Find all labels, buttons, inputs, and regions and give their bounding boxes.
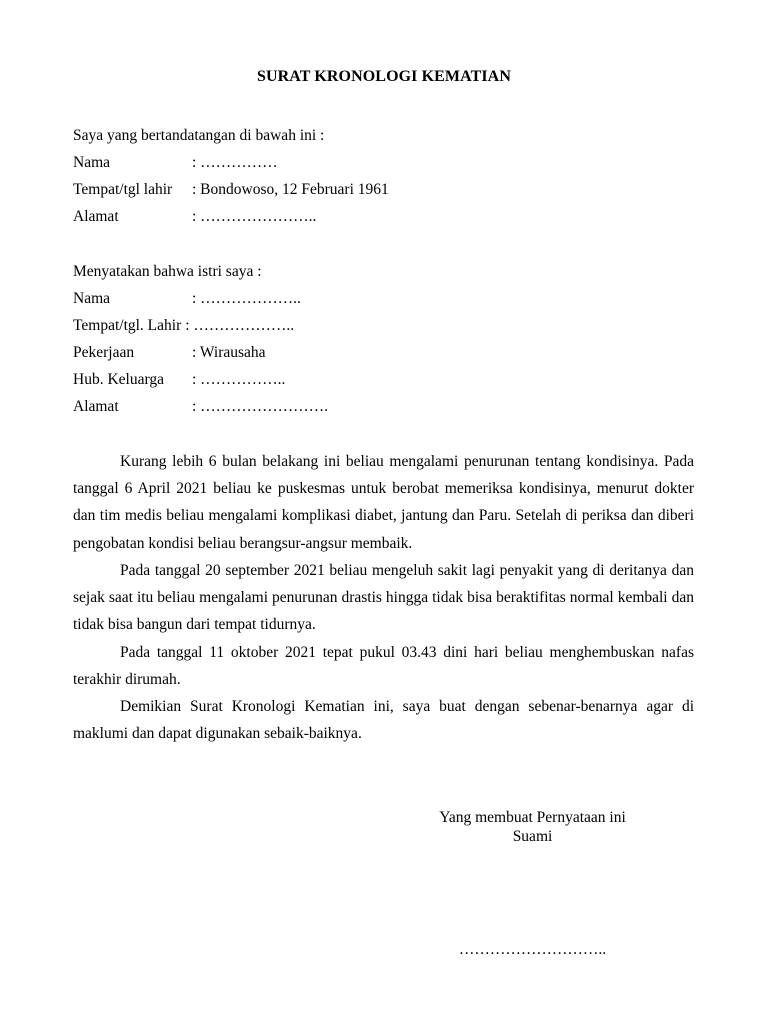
signer-birth-value: : Bondowoso, 12 Februari 1961	[192, 181, 389, 198]
deceased-address-value: : …………………….	[192, 398, 329, 415]
signature-role: Suami	[512, 828, 553, 845]
signer-birth-field	[73, 180, 389, 200]
chronology-paragraph-3: Pada tanggal 11 oktober 2021 tepat pukul 03.43 dini hari beliau menghembuskan nafas terakhir dirumah.	[73, 644, 694, 689]
chronology-paragraph-2: Pada tanggal 20 september 2021 beliau mengeluh sakit lagi penyakit yang di deritanya dan sejak saat itu beliau mengalami penurunan drastis hingga tidak bisa beraktifitas normal kembali dan tidak bisa bangun dari tempat tidurnya.	[73, 562, 694, 634]
deceased-relation-field	[73, 370, 285, 390]
signer-name-field	[73, 153, 278, 173]
closing-paragraph: Demikian Surat Kronologi Kematian ini, saya buat dengan sebenar-benarnya agar di maklumi dan dapat digunakan sebaik-baiknya.	[73, 698, 694, 743]
deceased-address-label: Alamat	[73, 398, 119, 415]
deceased-name-label: Nama	[73, 290, 111, 307]
deceased-name-value: : ………………..	[192, 290, 301, 307]
statement-text: Menyatakan bahwa istri saya :	[73, 263, 262, 280]
signer-name-value: : ……………	[192, 154, 278, 171]
intro-text: Saya yang bertandatangan di bawah ini :	[73, 127, 325, 144]
deceased-birth-value: : ………………..	[185, 317, 295, 334]
deceased-job-field	[73, 343, 266, 363]
signer-address-field	[73, 207, 316, 227]
deceased-birth-field	[73, 316, 294, 336]
deceased-job-label: Pekerjaan	[73, 344, 135, 361]
signer-birth-label: Tempat/tgl lahir	[73, 181, 173, 198]
deceased-address-field	[73, 397, 328, 417]
document-title: SURAT KRONOLOGI KEMATIAN	[257, 68, 511, 85]
signer-address-label: Alamat	[73, 208, 119, 225]
signer-address-value: : …………………..	[192, 208, 317, 225]
deceased-relation-label: Hub. Keluarga	[73, 371, 164, 388]
signer-name-label: Nama	[73, 154, 111, 171]
deceased-name-field	[73, 289, 301, 309]
deceased-relation-value: : ……………..	[192, 371, 286, 388]
signature-name-placeholder: ………………………..	[458, 941, 607, 958]
deceased-job-value: : Wirausaha	[192, 344, 266, 361]
deceased-birth-label: Tempat/tgl. Lahir	[73, 317, 182, 334]
chronology-paragraph-1: Kurang lebih 6 bulan belakang ini beliau mengalami penurunan tentang kondisinya. Pada tanggal 6 April 2021 beliau ke puskesmas untuk berobat memeriksa kondisinya, menurut dokter dan tim medis beliau mengalami komplikasi diabet, jantung dan Paru. Setelah di periksa dan diberi pengobatan kondisi beliau berangsur-angsur membaik.	[73, 453, 694, 552]
signature-heading: Yang membuat Pernyataan ini	[439, 809, 626, 826]
